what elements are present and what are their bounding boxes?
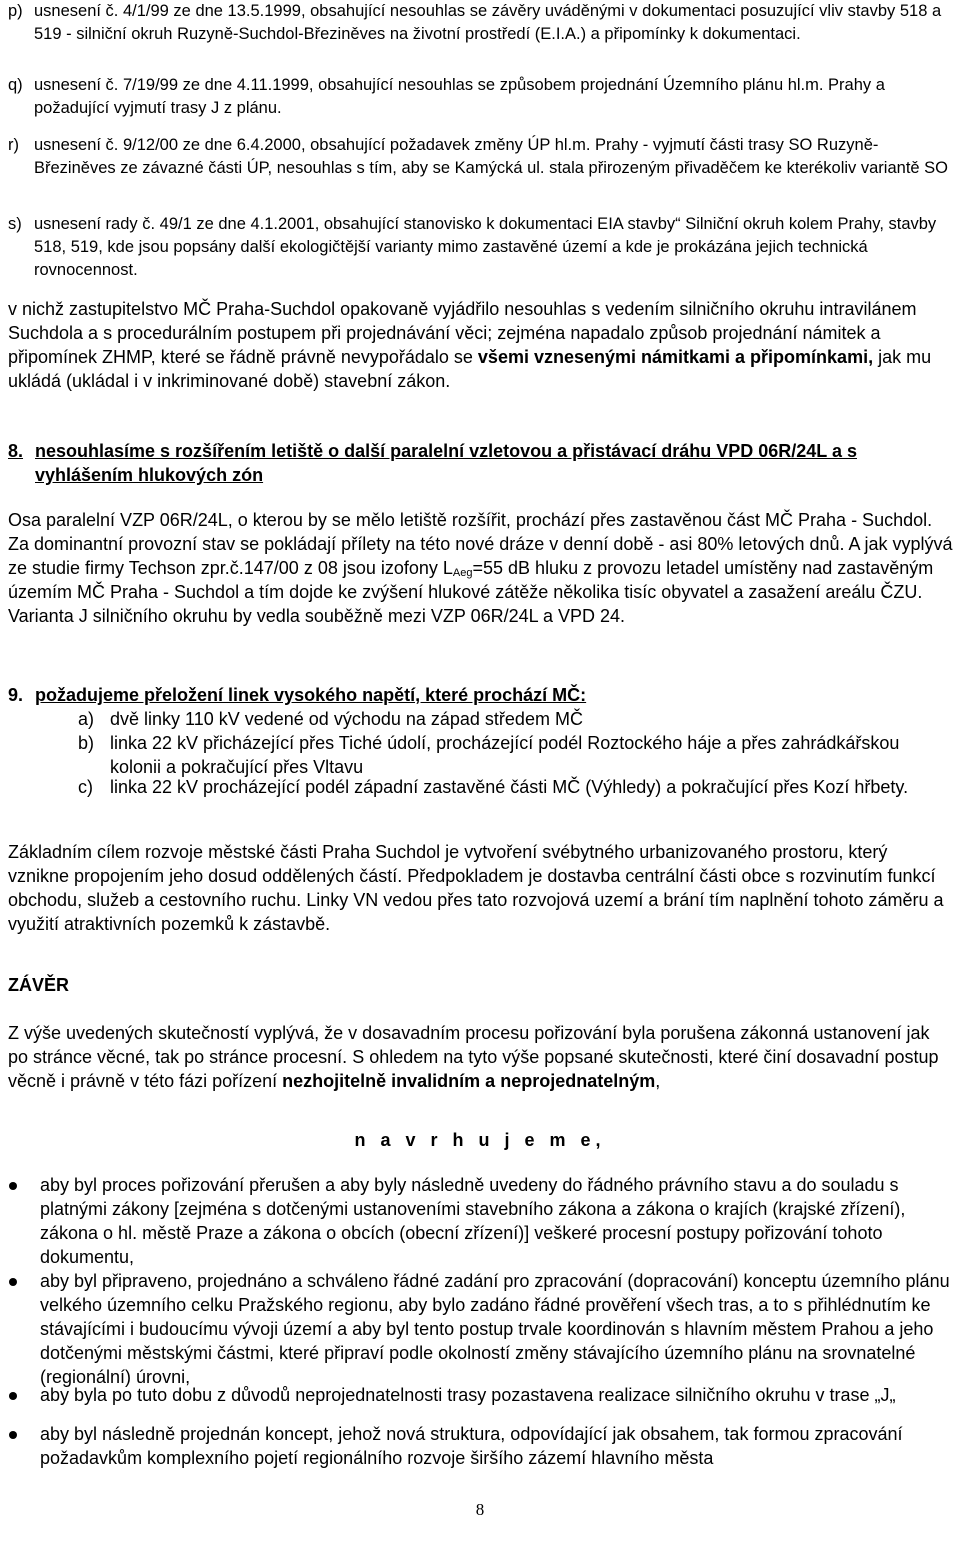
- item-text: dvě linky 110 kV vedené od východu na západ středem MČ: [110, 709, 583, 729]
- item-text: linka 22 kV přicházející přes Tiché údolí, procházející podél Roztockého háje a přes zahrádkářskou kolonii a pokračující přes Vltavu: [110, 733, 900, 777]
- item-text: usnesení rady č. 49/1 ze dne 4.1.2001, obsahující stanovisko k dokumentaci EIA stavby“ Silniční okruh kolem Prahy, stavby 518, 519, kde jsou popsány další ekologičtější varianty mimo zastavěné území a kde je prokázána jejich technická rovnocennost.: [34, 215, 937, 279]
- bullet-text: aby byl následně projednán koncept, jehož nová struktura, odpovídající jak obsahem, tak formou zpracování požadavkům komplexního pojetí regionálního rozvoje širšího zázemí hlavního města: [40, 1424, 903, 1468]
- bullet-text: aby byla po tuto dobu z důvodů neprojednatelnosti trasy pozastavena realizace silničního okruhu v trase „J„: [40, 1385, 896, 1405]
- proposal-bullet: [8, 1422, 953, 1470]
- section-9-text: [8, 840, 953, 936]
- item-label: p): [8, 2, 23, 20]
- body-paragraph: [8, 297, 953, 393]
- power-line-item-a: [40, 707, 940, 731]
- resolution-item-s: [8, 213, 953, 282]
- item-label: a): [78, 709, 95, 729]
- section-number: 8.: [8, 441, 24, 461]
- item-label: b): [78, 733, 95, 753]
- bullet-text: aby byl proces pořizování přerušen a aby byly následně uvedeny do řádného právního stavu a do souladu s platnými zákony [zejména s dotčenými ustanoveními stavebního zákona a zákona o krajích (krajské zřízení), zákona o hl. městě Praze a zákona o obcích (obecní zřízení)] veškeré procesní postupy pořizování tohoto dokumentu,: [40, 1175, 906, 1267]
- conclusion-bold: nezhojitelně invalidním a neprojednatelným: [282, 1071, 656, 1091]
- power-line-item-b: [40, 731, 940, 779]
- paragraph-text: v nichž zastupitelstvo MČ Praha-Suchdol opakovaně vyjádřilo nesouhlas s vedením silničního okruhu intravilánem Suchdola a s procedurálním postupem při projednávání věci; zejména napadalo způsob projednání námitek a připomínek ZHMP, které se řádně právně nevypořádalo se: [8, 299, 917, 367]
- section-text: Základním cílem rozvoje městské části Praha Suchdol je vytvoření svébytného urbanizovaného prostoru, který vznikne propojením jeho dosud oddělených částí. Předpokladem je dostavba centrální části obce s rozvinutím funkcí obchodu, služeb a cestovního ruchu. Linky VN vedou přes tato rozvojová uzemí a brání tím naplnění tohoto záměru a využití atraktivních pozemků k zástavbě.: [8, 842, 944, 934]
- proposal-bullet: [8, 1269, 953, 1389]
- conclusion-heading: ZÁVĚR: [8, 975, 70, 995]
- paragraph-bold: všemi vznesenými námitkami a připomínkami,: [477, 347, 874, 367]
- section-number: 9.: [8, 685, 24, 705]
- bullet-icon: [9, 1431, 17, 1439]
- page-number: 8: [475, 1500, 485, 1519]
- section-text-a: Osa paralelní VZP 06R/24L, o kterou by se mělo letiště rozšířit, prochází přes zastavěnou část MČ Praha - Suchdol. Za dominantní provozní stav se pokládají přílety na této nové dráze v denní době - asi 80% letových dnů. A jak vyplývá ze studie firmy Techson zpr.č.147/00 z 08 jsou izofony L: [8, 510, 953, 578]
- section-8-heading: [8, 439, 953, 487]
- subscript-aeg: Aeg: [452, 567, 473, 579]
- power-line-item-c: [40, 775, 940, 799]
- proposal-bullet: [8, 1383, 953, 1407]
- resolution-item-q: [8, 74, 953, 120]
- section-title: nesouhlasíme s rozšířením letiště o další paralelní vzletovou a přistávací dráhu VPD 06R/24L a s vyhlášením hlukových zón: [35, 441, 857, 485]
- item-text: usnesení č. 7/19/99 ze dne 4.11.1999, obsahující nesouhlas se způsobem projednání Územního plánu hl.m. Prahy a požadující vyjmutí trasy J z plánu.: [34, 76, 885, 117]
- section-9-heading: [8, 683, 953, 707]
- resolution-item-r: [8, 134, 953, 180]
- paragraph-tail: jak mu ukládá (ukládal i v inkriminované době) stavební zákon.: [8, 347, 932, 391]
- item-label: c): [78, 777, 93, 797]
- item-text: usnesení č. 4/1/99 ze dne 13.5.1999, obsahující nesouhlas se závěry uváděnými v dokumentaci posuzující vliv stavby 518 a 519 - silniční okruh Ruzyně-Suchdol-Březiněves na životní prostředí (E.I.A.) a připomínky k dokumentaci.: [34, 2, 942, 43]
- conclusion-text: [8, 1021, 953, 1093]
- section-8-text: [8, 508, 953, 628]
- item-label: q): [8, 76, 23, 94]
- item-text: linka 22 kV procházející podél západní zastavěné části MČ (Výhledy) a pokračující přes Kozí hřbety.: [110, 777, 909, 797]
- resolution-item-p: [8, 0, 953, 46]
- propose-heading: n a v r h u j e m e,: [354, 1130, 606, 1150]
- item-label: s): [8, 215, 22, 233]
- bullet-icon: [9, 1278, 17, 1286]
- conclusion-body: Z výše uvedených skutečností vyplývá, že v dosavadním procesu pořizování byla porušena zákonná ustanovení jak po stránce věcné, tak po stránce procesní. S ohledem na tyto výše popsané skutečnosti, které činí dosavadní postup věcně i právně v této fázi pořízení: [8, 1023, 939, 1091]
- bullet-text: aby byl připraveno, projednáno a schváleno řádné zadání pro zpracování (dopracování) konceptu územního plánu velkého územního celku Pražského regionu, aby bylo zadáno řádné prověření všech tras, a to s přihlédnutím ke stávajícími i budoucímu vývoji území a aby byl tento postup trvale koordinován s hlavním městem Prahou a jeho dotčenými městskými částmi, které připraví podle okolností změny stávajícího územního plánu na srovnatelné (regionální) úrovni,: [40, 1271, 950, 1387]
- bullet-icon: [9, 1392, 17, 1400]
- proposal-bullet: [8, 1173, 953, 1269]
- item-text: usnesení č. 9/12/00 ze dne 6.4.2000, obsahující požadavek změny ÚP hl.m. Prahy - vyjmutí části trasy SO Ruzyně-Březiněves ze závazné části ÚP, nesouhlas s tím, aby se Kamýcká ul. stala přirozeným přivaděčem ke kterékoliv variantě SO: [34, 136, 949, 177]
- bullet-icon: [9, 1182, 17, 1190]
- section-text-b: =55 dB hluku z provozu letadel umístěny nad zastavěným územím MČ Praha - Suchdol a tím dojde ke zvýšení hlukové zátěže několika tisíc obyvatel a zasažení areálu ČZU. Varianta J silničního okruhu by vedla souběžně mezi VZP 06R/24L a VPD 24.: [8, 558, 934, 626]
- item-label: r): [8, 136, 19, 154]
- conclusion-tail: ,: [655, 1071, 661, 1091]
- section-title: požadujeme přeložení linek vysokého napětí, které prochází MČ:: [35, 685, 587, 705]
